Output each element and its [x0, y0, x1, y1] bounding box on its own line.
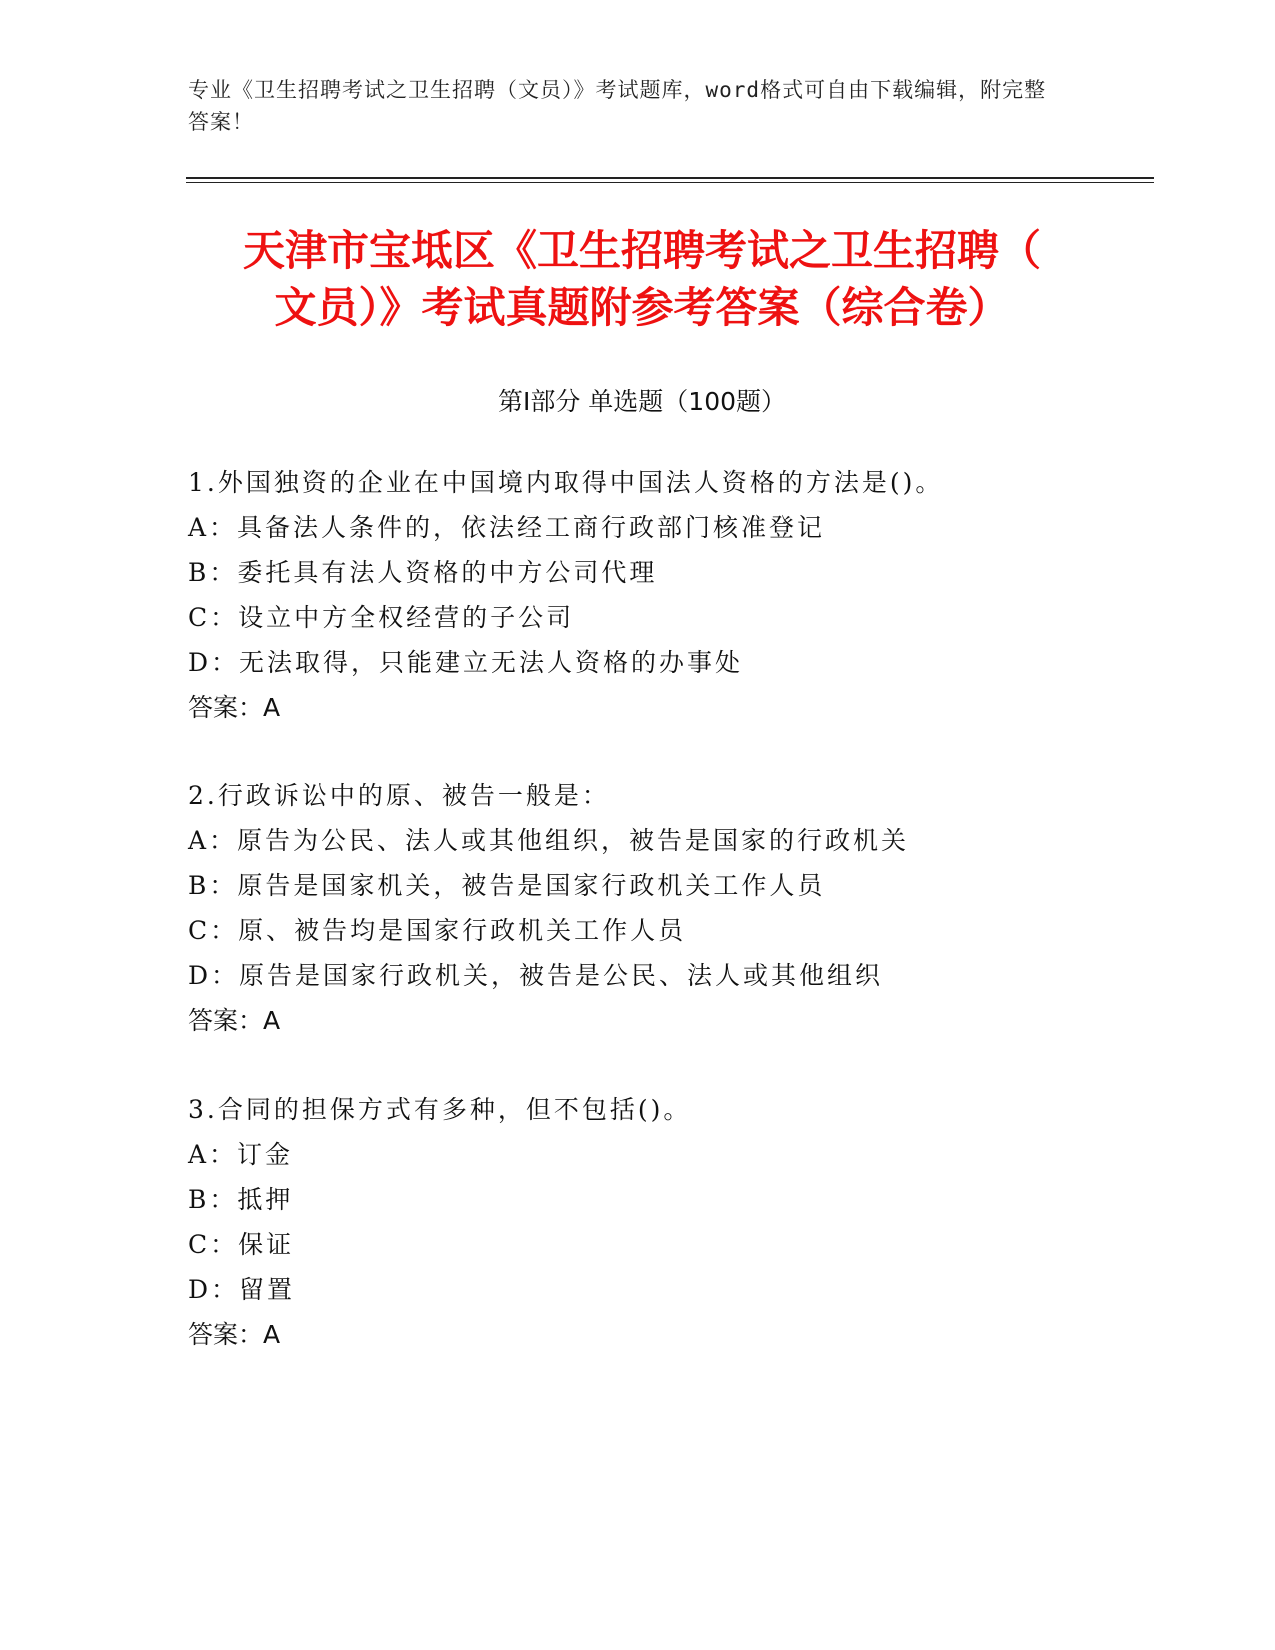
- option-b: B：抵押: [188, 1185, 294, 1214]
- option-c: C：设立中方全权经营的子公司: [188, 603, 575, 632]
- document-title: [186, 222, 1098, 336]
- option-a: A：原告为公民、法人或其他组织，被告是国家的行政机关: [188, 826, 910, 855]
- option-a: A：订金: [188, 1140, 294, 1169]
- option-d: D：留置: [188, 1275, 296, 1304]
- question-stem: 3.合同的担保方式有多种，但不包括()。: [188, 1095, 692, 1124]
- option-b: B：原告是国家机关，被告是国家行政机关工作人员: [188, 871, 826, 900]
- header-divider-thin: [186, 182, 1154, 183]
- header-note: 专业《卫生招聘考试之卫生招聘（文员）》考试题库，word格式可自由下载编辑，附完整答案！: [188, 78, 1047, 134]
- option-d: D：原告是国家行政机关，被告是公民、法人或其他组织: [188, 961, 884, 990]
- option-d: D：无法取得，只能建立无法人资格的办事处: [188, 648, 744, 677]
- question-2: [188, 773, 1148, 1043]
- section-title: 第Ⅰ部分 单选题（100题）: [497, 387, 787, 416]
- header-divider-thick: [186, 177, 1154, 179]
- question-1: [188, 460, 1148, 730]
- question-stem: 2.行政诉讼中的原、被告一般是：: [188, 781, 610, 810]
- question-stem: 1.外国独资的企业在中国境内取得中国法人资格的方法是()。: [188, 468, 944, 497]
- option-c: C：原、被告均是国家行政机关工作人员: [188, 916, 687, 945]
- question-3: [188, 1087, 1148, 1357]
- option-a: A：具备法人条件的，依法经工商行政部门核准登记: [188, 513, 826, 542]
- answer: 答案：A: [188, 693, 281, 722]
- option-b: B：委托具有法人资格的中方公司代理: [188, 558, 658, 587]
- answer: 答案：A: [188, 1006, 281, 1035]
- answer: 答案：A: [188, 1320, 281, 1349]
- document-title-line-2: 文员）》考试真题附参考答案（综合卷）: [274, 283, 1010, 332]
- option-c: C：保证: [188, 1230, 295, 1259]
- document-title-line-1: 天津市宝坻区《卫生招聘考试之卫生招聘（: [242, 226, 1041, 275]
